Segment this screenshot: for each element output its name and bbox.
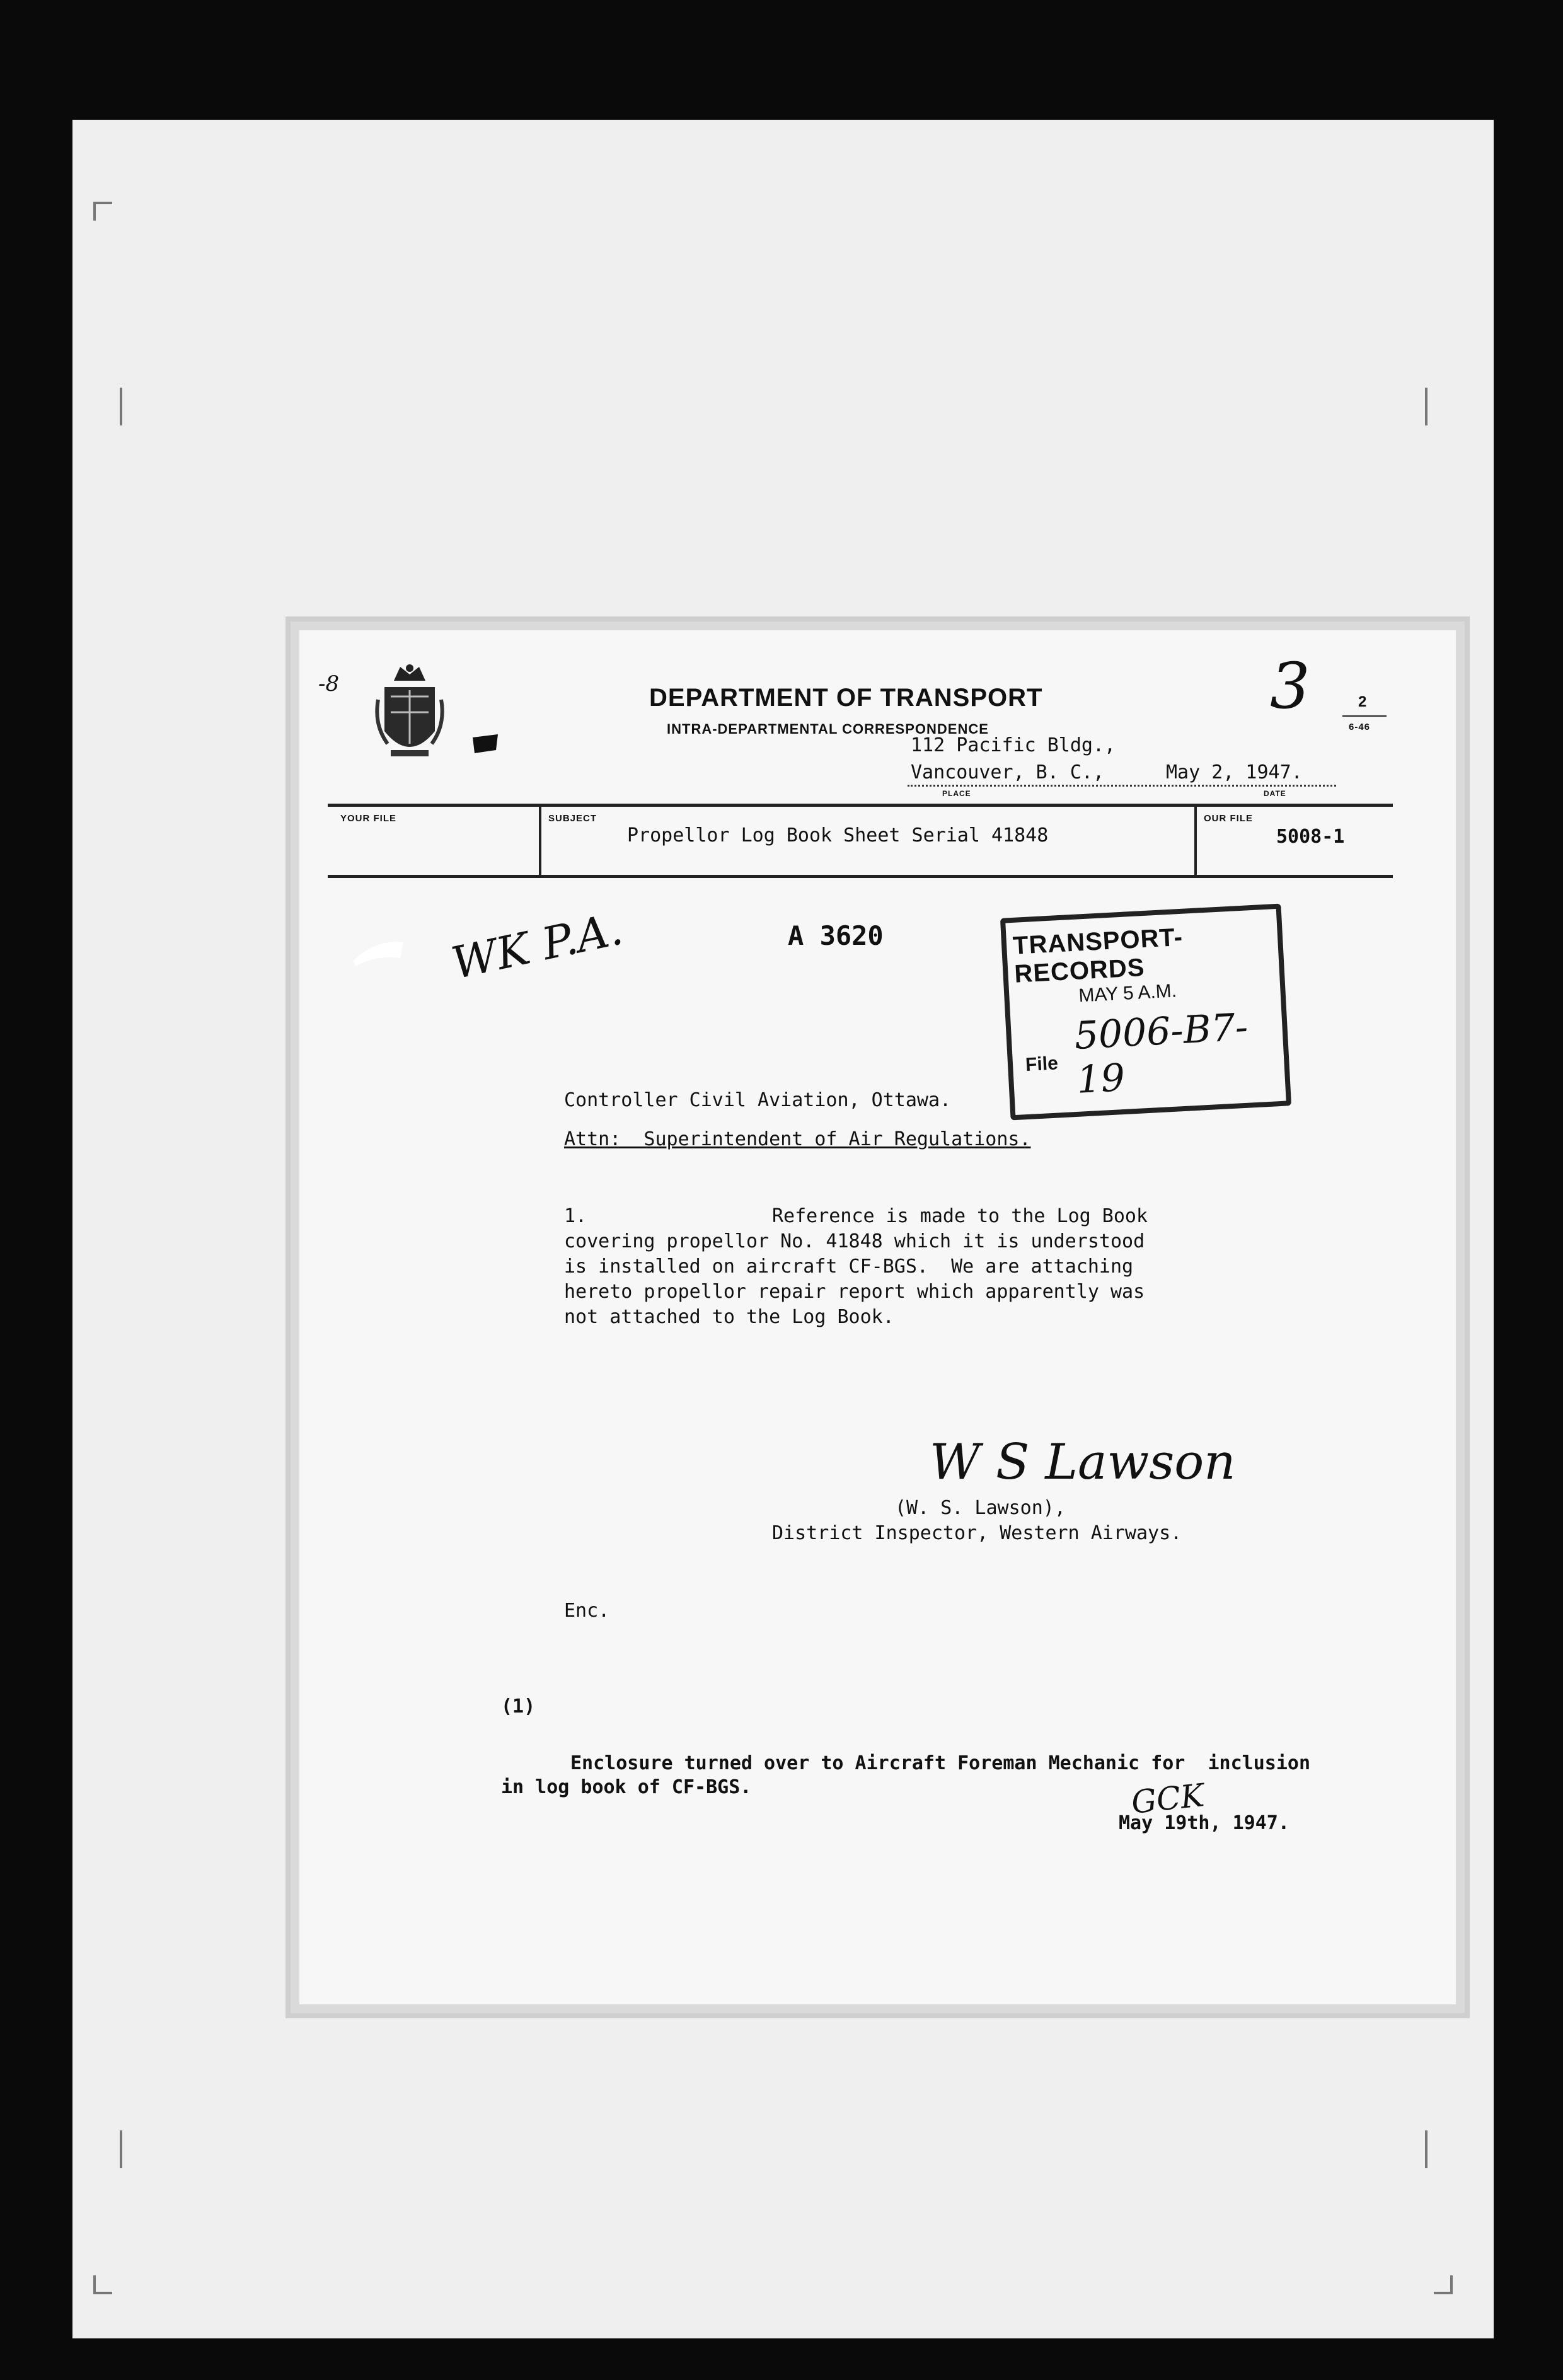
memo-sheet bbox=[299, 630, 1456, 2004]
form-date: 6-46 bbox=[1349, 722, 1371, 732]
body-line: covering propellor No. 41848 which it is understood bbox=[564, 1230, 1145, 1252]
transport-records-stamp bbox=[1000, 904, 1291, 1121]
our-file-label: OUR FILE bbox=[1204, 813, 1253, 824]
minute-line: in log book of CF-BGS. bbox=[501, 1776, 752, 1798]
page-number-mark: 3 bbox=[1270, 649, 1310, 723]
paragraph-number: 1. bbox=[564, 1205, 587, 1227]
stamp-file-number: 5006-B7-19 bbox=[1073, 1005, 1249, 1102]
department-title: DEPARTMENT OF TRANSPORT bbox=[649, 684, 1043, 712]
reference-number: A 3620 bbox=[788, 920, 884, 951]
file-row-divider bbox=[539, 806, 541, 876]
body-line: hereto propellor repair report which apparently was bbox=[564, 1281, 1145, 1303]
crop-mark bbox=[1434, 2275, 1453, 2294]
minute-line: Enclosure turned over to Aircraft Foreman Mechanic for inclusion bbox=[570, 1752, 1310, 1774]
crop-mark bbox=[120, 2130, 132, 2168]
crop-mark bbox=[1415, 2130, 1427, 2168]
crop-mark bbox=[93, 202, 112, 221]
place-label: PLACE bbox=[942, 789, 971, 798]
place-value: Vancouver, B. C., bbox=[911, 761, 1105, 783]
crop-mark bbox=[93, 2275, 112, 2294]
addressee: Controller Civil Aviation, Ottawa. bbox=[564, 1089, 952, 1111]
scratch-mark-icon bbox=[350, 936, 407, 968]
subject-value: Propellor Log Book Sheet Serial 41848 bbox=[627, 824, 1049, 846]
place-date-line bbox=[908, 785, 1336, 787]
date-label: DATE bbox=[1264, 789, 1286, 798]
attention-line: Attn: Superintendent of Air Regulations. bbox=[564, 1128, 1031, 1150]
handwritten-initials: WK P.A. bbox=[447, 903, 627, 990]
form-divider bbox=[1342, 715, 1387, 717]
crop-mark bbox=[1415, 388, 1427, 425]
file-row-divider bbox=[1194, 806, 1197, 876]
handwritten-signature: W S Lawson bbox=[930, 1434, 1236, 1491]
our-file-value: 5008-1 bbox=[1276, 826, 1345, 848]
address-line: 112 Pacific Bldg., bbox=[911, 734, 1116, 756]
body-line: is installed on aircraft CF-BGS. We are attaching bbox=[564, 1256, 1134, 1278]
crop-mark bbox=[120, 388, 132, 425]
form-number: 2 bbox=[1358, 693, 1368, 710]
minute-initials: GCK bbox=[1129, 1777, 1206, 1821]
coat-of-arms-icon bbox=[375, 662, 444, 769]
your-file-label: YOUR FILE bbox=[340, 813, 397, 824]
date-value: May 2, 1947. bbox=[1166, 761, 1303, 783]
margin-mark: -8 bbox=[318, 671, 340, 696]
signatory-name: (W. S. Lawson), bbox=[895, 1497, 1066, 1519]
signatory-title: District Inspector, Western Airways. bbox=[772, 1522, 1182, 1544]
file-row-top-rule bbox=[328, 804, 1393, 807]
body-line: Reference is made to the Log Book bbox=[772, 1205, 1148, 1227]
body-line: not attached to the Log Book. bbox=[564, 1306, 894, 1328]
file-row-bottom-rule bbox=[328, 875, 1393, 878]
subject-label: SUBJECT bbox=[548, 813, 597, 824]
department-subtitle: INTRA-DEPARTMENTAL CORRESPONDENCE bbox=[667, 721, 989, 737]
stamp-file-label: File bbox=[1025, 1053, 1059, 1076]
minute-date: May 19th, 1947. bbox=[1119, 1812, 1289, 1834]
minute-number: (1) bbox=[501, 1695, 536, 1718]
tape-mark-icon bbox=[470, 731, 501, 756]
stamp-title: TRANSPORT-RECORDS bbox=[1012, 923, 1184, 988]
stamp-received-date: MAY 5 A.M. bbox=[1078, 980, 1177, 1007]
enclosure-note: Enc. bbox=[564, 1600, 610, 1622]
